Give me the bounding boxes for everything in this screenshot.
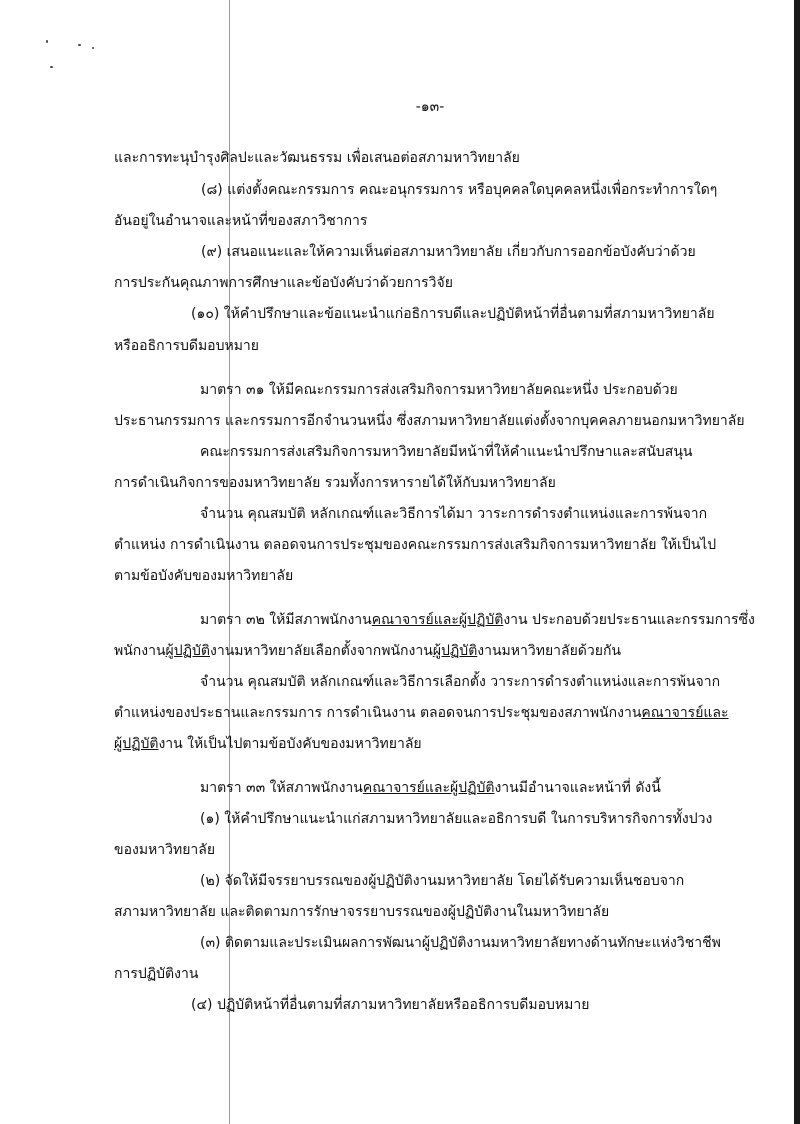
text-segment: (๘) แต่งตั้งคณะกรรมการ คณะอนุกรรมการ หรือบุคคลใดบุคคลหนึ่งเพื่อกระทำการใดๆ	[201, 182, 718, 198]
scan-speck	[46, 40, 48, 43]
text-segment: ตำแหน่งของประธานและกรรมการ การดำเนินงาน ตลอดจนการประชุมของสภาพนักงาน	[114, 705, 642, 721]
text-segment: (๓) ติดตามและประเมินผลการพัฒนาผู้ปฏิบัติงานมหาวิทยาลัยทางด้านทักษะแห่งวิชาชีพ	[200, 935, 721, 951]
text-line	[200, 504, 707, 524]
text-line	[200, 442, 692, 462]
text-line	[114, 148, 520, 168]
text-line	[200, 809, 712, 829]
text-segment: มาตรา ๓๑ ให้มีคณะกรรมการส่งเสริมกิจการมหาวิทยาลัยคณะหนึ่ง ประกอบด้วย	[200, 382, 678, 398]
text-segment: งานมหาวิทยาลัยเลือกตั้งจากพนักงาน	[210, 643, 433, 659]
text-segment: ตามข้อบังคับของมหาวิทยาลัย	[114, 568, 294, 584]
text-segment: ของมหาวิทยาลัย	[114, 842, 216, 858]
text-segment: งานมหาวิทยาลัยด้วยกัน	[477, 643, 622, 659]
text-segment: ประธานกรรมการ และกรรมการอีกจำนวนหนึ่ง ซึ่งสภามหาวิทยาลัยแต่งตั้งจากบุคคลภายนอกมหาวิทยาลัย	[114, 413, 745, 429]
text-segment: (๑๐) ให้คำปรึกษาและข้อแนะนำแก่อธิการบดีและปฏิบัติหน้าที่อื่นตามที่สภามหาวิทยาลัย	[191, 306, 715, 322]
text-line	[114, 703, 729, 723]
text-line	[114, 641, 621, 661]
page-number: -๑๓-	[415, 99, 445, 115]
scan-right-edge	[794, 0, 800, 1124]
text-segment: การดำเนินกิจการของมหาวิทยาลัย รวมทั้งการหารายได้ให้กับมหาวิทยาลัย	[114, 475, 556, 491]
scan-fold-line	[229, 0, 230, 1124]
underlined-text: คณาจารย์และ	[641, 705, 729, 721]
text-segment: จำนวน คุณสมบัติ หลักเกณฑ์และวิธีการได้มา วาระการดำรงตำแหน่งและการพ้นจาก	[200, 506, 708, 522]
text-segment: งานมีอำนาจและหน้าที่ ดังนี้	[494, 780, 661, 796]
text-line	[114, 734, 422, 754]
text-line	[114, 902, 609, 922]
text-segment: มาตรา ๓๒ ให้มีสภาพนักงาน	[200, 612, 372, 628]
underlined-text: คณาจารย์และผู้ปฏิบัติ	[362, 780, 495, 796]
text-line	[114, 473, 556, 493]
text-segment: มาตรา ๓๓ ให้สภาพนักงาน	[200, 780, 363, 796]
underlined-text: ผู้ปฏิบัติ	[165, 643, 211, 659]
text-line	[114, 211, 367, 231]
text-segment: (๒) จัดให้มีจรรยาบรรณของผู้ปฏิบัติงานมหาวิทยาลัย โดยได้รับความเห็นชอบจาก	[200, 873, 685, 889]
text-line	[200, 610, 755, 630]
text-segment: อันอยู่ในอำนาจและหน้าที่ของสภาวิชาการ	[114, 213, 368, 229]
underlined-text: ผู้ปฏิบัติ	[432, 643, 478, 659]
scan-speck	[92, 47, 94, 49]
scan-speck	[50, 66, 53, 68]
text-segment: (๑) ให้คำปรึกษาแนะนำแก่สภามหาวิทยาลัยและอธิการบดี ในการบริหารกิจการทั้งปวง	[200, 811, 713, 827]
text-line	[114, 840, 215, 860]
text-segment: การประกันคุณภาพการศึกษาและข้อบังคับว่าด้วยการวิจัย	[114, 275, 453, 291]
text-segment: ตำแหน่ง การดำเนินงาน ตลอดจนการประชุมของคณะกรรมการส่งเสริมกิจการมหาวิทยาลัย ให้เป็นไป	[114, 537, 717, 553]
text-line	[114, 336, 259, 356]
text-line	[114, 411, 745, 431]
text-segment: งาน ประกอบด้วยประธานและกรรมการซึ่ง	[503, 612, 755, 628]
text-line	[114, 566, 293, 586]
text-segment: งาน ให้เป็นไปตามข้อบังคับของมหาวิทยาลัย	[158, 736, 422, 752]
text-segment: คณะกรรมการส่งเสริมกิจการมหาวิทยาลัยมีหน้าที่ให้คำแนะนำปรึกษาและสนับสนุน	[200, 444, 693, 460]
underlined-text: ผู้ปฏิบัติ	[114, 736, 159, 752]
text-line	[114, 964, 198, 984]
text-line	[200, 871, 684, 891]
text-segment: สภามหาวิทยาลัย และติดตามการรักษาจรรยาบรรณของผู้ปฏิบัติงานในมหาวิทยาลัย	[114, 904, 610, 920]
text-line	[200, 778, 661, 798]
text-segment: จำนวน คุณสมบัติ หลักเกณฑ์และวิธีการเลือกตั้ง วาระการดำรงตำแหน่งและการพ้นจาก	[200, 674, 721, 690]
text-segment: (๙) เสนอแนะและให้ความเห็นต่อสภามหาวิทยาลัย เกี่ยวกับการออกข้อบังคับว่าด้วย	[201, 244, 696, 260]
text-line	[114, 273, 453, 293]
text-segment: (๔) ปฏิบัติหน้าที่อื่นตามที่สภามหาวิทยาลัยหรืออธิการบดีมอบหมาย	[191, 997, 590, 1013]
text-segment: หรืออธิการบดีมอบหมาย	[114, 338, 259, 354]
text-line	[201, 180, 717, 200]
text-segment: และการทะนุบำรุงศิลปะและวัฒนธรรม เพื่อเสนอต่อสภามหาวิทยาลัย	[114, 150, 520, 166]
text-line	[191, 995, 589, 1015]
text-line	[200, 933, 721, 953]
text-line	[200, 380, 678, 400]
scan-speck	[78, 44, 81, 46]
text-segment: พนักงาน	[114, 643, 166, 659]
text-line	[191, 304, 715, 324]
text-line	[201, 242, 696, 262]
text-line	[200, 672, 720, 692]
text-segment: การปฏิบัติงาน	[114, 966, 199, 982]
underlined-text: คณาจารย์และผู้ปฏิบัติ	[371, 612, 504, 628]
text-line	[114, 535, 716, 555]
